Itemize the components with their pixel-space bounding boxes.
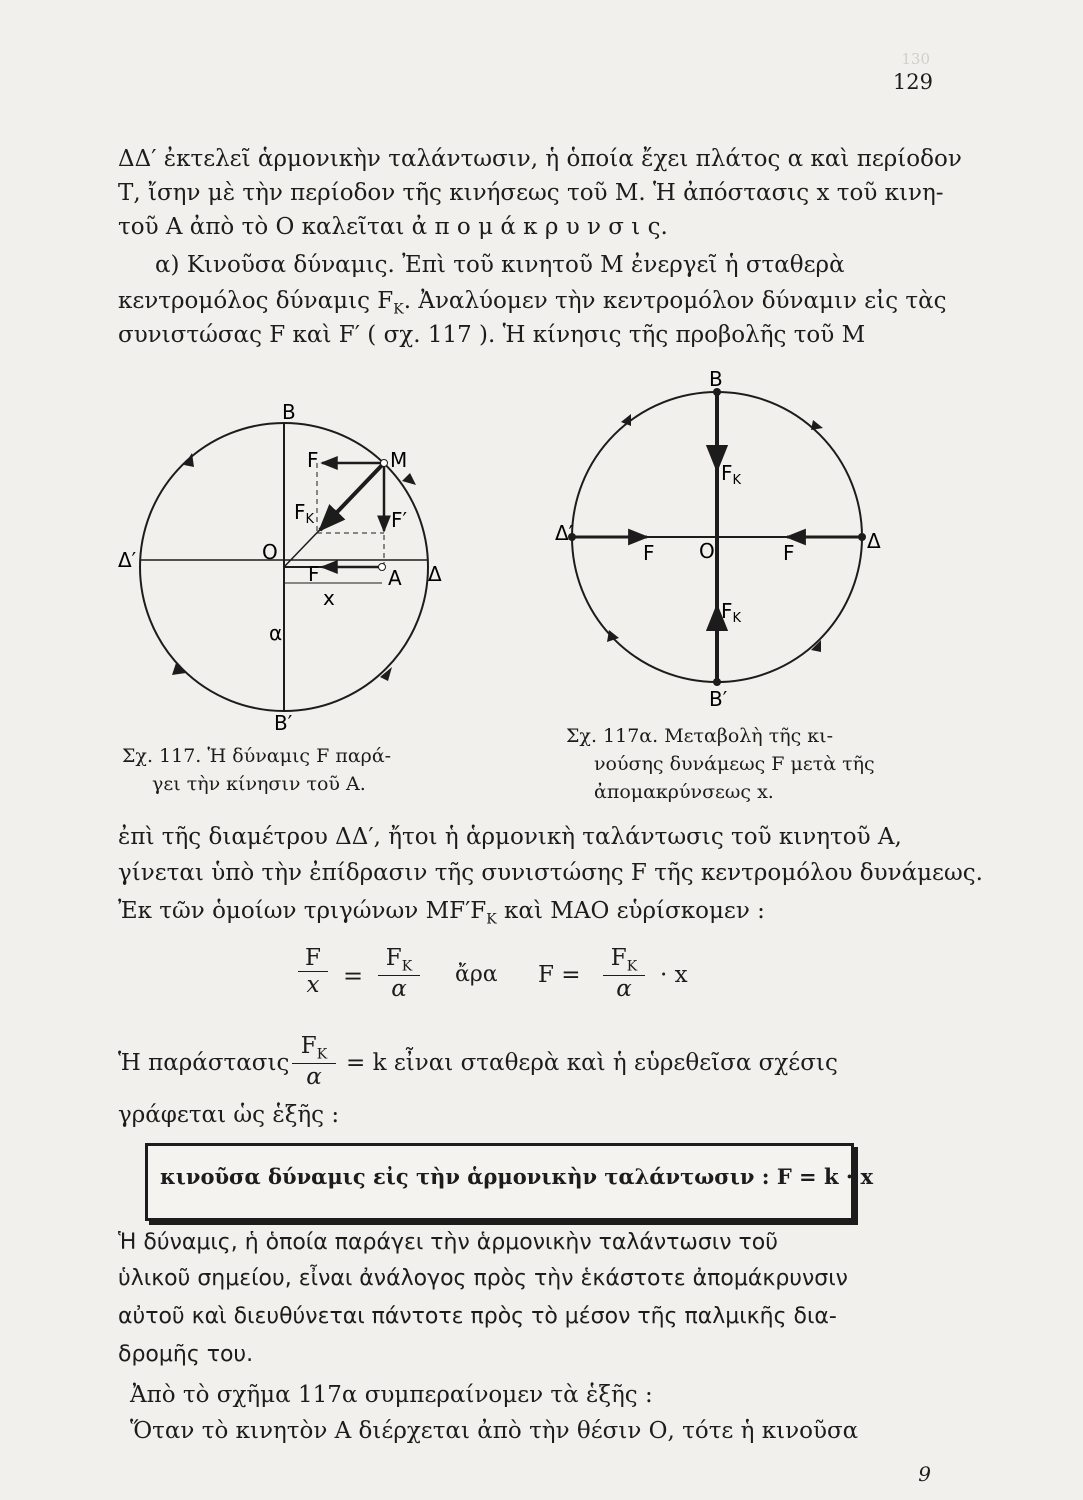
text-line: Ἡ δύναμις, ἡ ὁποία παράγει τὴν ἁρμονικὴν ταλάντωσιν τοῦ [118,1230,778,1255]
label-FK-main: F [721,599,733,623]
label-FK [294,500,315,527]
label-x: x [323,586,335,610]
figure-117 [110,395,470,740]
equals-sign: = [343,962,364,990]
label-FK-sub: K [305,512,315,527]
text-line: Ὅταν τὸ κινητὸν Α διέρχεται ἀπὸ τὴν θέσιν Ο, τότε ἡ κινοῦσα [130,1418,859,1444]
label-Dprime: Δ′ [555,521,574,545]
text-line: Τ, ἴσην μὲ τὴν περίοδον τῆς κινήσεως τοῦ Μ. Ἡ ἀπόστασις x τοῦ κινη- [118,180,944,206]
figure-117a [555,370,895,715]
label-D: Δ [428,562,442,586]
text-line: γράφεται ὡς ἑξῆς : [118,1102,340,1128]
label-Bprime: B′ [274,711,293,735]
point-M [381,460,388,467]
text-line: τοῦ Α ἀπὸ τὸ Ο καλεῖται ἀ π ο μ ά κ ρ υ ν σ ι ς. [118,214,668,240]
figure-caption [566,722,875,806]
caption-line: Σχ. 117. Ἡ δύναμις F παρά- [122,745,392,767]
text-line: γίνεται ὑπὸ τὴν ἐπίδρασιν τῆς συνιστώσης F τῆς κεντρομόλου δυνάμεως. [118,860,983,886]
text-fragment: Ἐκ τῶν ὁμοίων τριγώνων MF′F [118,898,487,924]
text-fragment: κεντρομόλος δύναμις F [118,288,394,314]
label-FK-top [721,461,742,488]
text-line [118,286,947,325]
arrow-FK [320,463,384,530]
denominator: α [616,975,632,1002]
label-FK-sub: K [732,473,742,488]
text-line: συνιστώσας F καὶ F′ ( σχ. 117 ). Ἡ κίνησις τῆς προβολῆς τοῦ Μ [118,322,866,348]
numerator [292,1033,336,1064]
label-B: B [709,370,723,391]
label-O: O [262,540,278,564]
caption-line: γει τὴν κίνησιν τοῦ Α. [152,773,366,795]
label-F-left: F [643,541,655,565]
label-F-right: F [783,541,795,565]
fraction-FK-over-a [378,945,420,1002]
point-Bprime [713,678,721,686]
subscript: K [486,911,497,928]
caption-line: νούσης δυνάμεως F μετὰ τῆς [594,753,875,775]
text-line: δρομῆς του. [118,1342,254,1367]
label-FK-main: F [721,461,733,485]
label-FK-main: F [294,500,306,524]
label-O: O [699,539,715,563]
caption-line: ἀπομακρύνσεως x. [594,781,774,803]
label-Dprime: Δ′ [118,548,137,572]
direction-arrow [402,473,416,485]
label-M: M [390,448,408,472]
caption-line: Σχ. 117α. Μεταβολὴ τῆς κι- [566,725,834,747]
label-FK-sub: K [732,611,742,626]
label-Bprime: B′ [709,687,728,711]
text-fragment: . Ἀναλύομεν τὴν κεντρομόλον δύναμιν εἰς τὰς [403,288,947,314]
direction-arrow [811,420,823,430]
label-FK-bottom [721,599,742,626]
denominator: α [391,975,407,1002]
expression-prefix: Ἡ παράστασις [118,1050,290,1076]
numerator: F [298,945,328,972]
footer-number: 9 [918,1462,931,1486]
text-line [118,896,933,935]
text-fragment: καὶ ΜΑΟ εὑρίσκομεν : [496,898,765,924]
fraction-FK-over-a [603,945,645,1002]
page-number: 129 [892,70,933,94]
text-line: ΔΔ′ ἐκτελεῖ ἁρμονικὴν ταλάντωσιν, ἡ ὁποία ἔχει πλάτος α καὶ περίοδον [118,146,962,172]
text-line: α) Κινοῦσα δύναμις. Ἐπὶ τοῦ κινητοῦ Μ ἐνεργεῖ ἡ σταθερὰ [155,252,845,278]
ara-word: ἄρα [455,962,498,987]
label-A: A [388,566,402,590]
denominator: α [306,1063,322,1090]
numerator [603,945,645,976]
point-D [858,533,866,541]
F-equals: F = [538,962,581,988]
figure-caption [122,742,391,798]
subscript: K [393,301,404,318]
formula-text: κινοῦσα δύναμις εἰς τὴν ἁρμονικὴν ταλάντωσιν : F = k · x [160,1164,873,1189]
subscript: K [316,1046,328,1063]
numerator [378,945,420,976]
ghost-page-number: 130 [901,50,930,68]
label-a: α [269,621,283,645]
label-B: B [282,400,296,424]
boxed-formula [145,1143,873,1221]
label-F-A: F [308,562,320,586]
fraction-F-over-x [298,945,328,998]
numerator-main: F [385,945,402,971]
fraction-FK-over-a [292,1033,336,1090]
subscript: K [401,958,413,975]
subscript: K [626,958,638,975]
text-line: Ἀπὸ τὸ σχῆμα 117α συμπεραίνομεν τὰ ἑξῆς : [130,1382,653,1408]
label-D: Δ [867,529,881,553]
denominator: x [306,972,320,998]
label-F: F [307,448,319,472]
point-A [379,564,386,571]
numerator-main: F [610,945,627,971]
numerator-main: F [300,1033,317,1059]
text-line: ἐπὶ τῆς διαμέτρου ΔΔ′, ἤτοι ἡ ἁρμονικὴ ταλάντωσις τοῦ κινητοῦ Α, [118,824,902,850]
expression-rest: = k εἶναι σταθερὰ καὶ ἡ εὑρεθεῖσα σχέσις [346,1050,838,1076]
direction-arrow [607,630,619,642]
label-Fprime: F′ [391,508,408,532]
times-x: · x [660,962,688,988]
text-line: ὑλικοῦ σημείου, εἶναι ἀνάλογος πρὸς τὴν ἑκάστοτε ἀπομάκρυνσιν [118,1266,848,1291]
text-line: αὐτοῦ καὶ διευθύνεται πάντοτε πρὸς τὸ μέσον τῆς παλμικῆς δια- [118,1304,837,1329]
